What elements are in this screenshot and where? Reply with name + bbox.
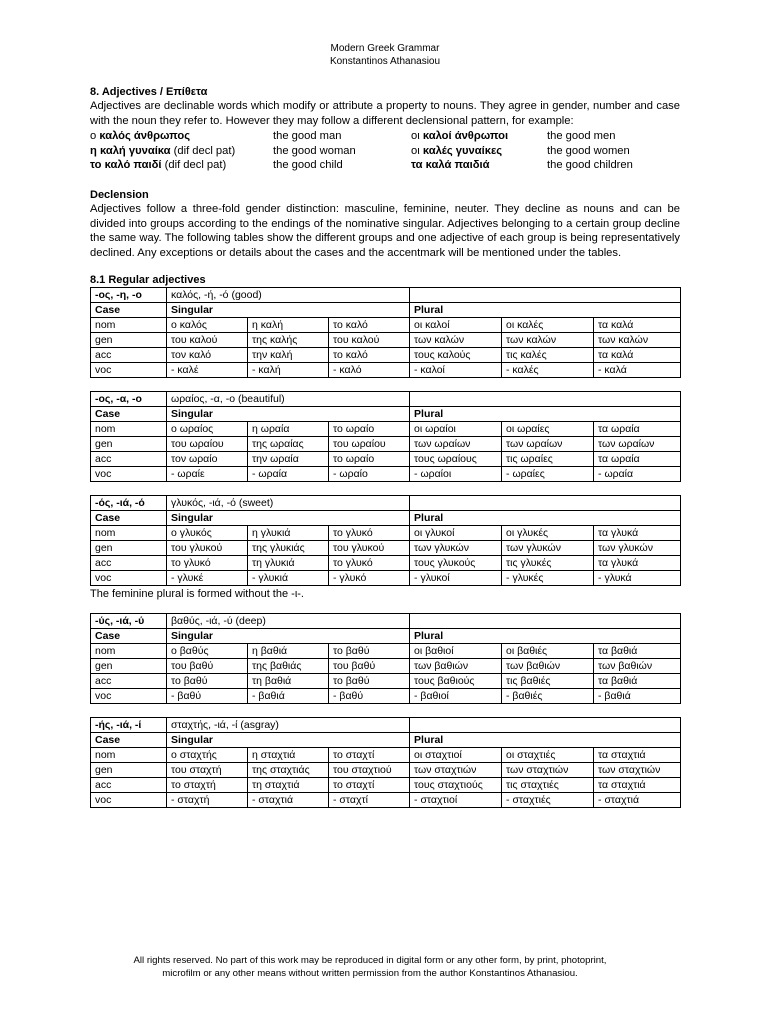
table-row: [91, 644, 681, 659]
form-cell: των σταχτιών: [594, 763, 681, 778]
form-cell: - σταχτιά: [594, 793, 681, 808]
form-cell: τον καλό: [167, 348, 248, 363]
form-cell: - καλά: [594, 363, 681, 378]
table-row: [91, 571, 681, 586]
form-cell: τα καλά: [594, 348, 681, 363]
case-header: Case: [91, 629, 167, 644]
form-cell: τη σταχτιά: [248, 778, 329, 793]
form-cell: - γλυκέ: [167, 571, 248, 586]
table-row: [91, 748, 681, 763]
form-cell: του καλού: [329, 333, 410, 348]
form-cell: οι βαθιές: [502, 644, 594, 659]
form-cell: ο σταχτής: [167, 748, 248, 763]
table-row: [91, 674, 681, 689]
declension-table: [90, 613, 681, 704]
form-cell: η βαθιά: [248, 644, 329, 659]
plural-header: Plural: [410, 303, 681, 318]
form-cell: - γλυκοί: [410, 571, 502, 586]
form-cell: τους ωραίους: [410, 452, 502, 467]
document-header: [90, 42, 680, 68]
form-cell: το γλυκό: [329, 526, 410, 541]
form-cell: του ωραίου: [167, 437, 248, 452]
copyright-footer: [90, 954, 650, 980]
form-cell: ο βαθύς: [167, 644, 248, 659]
form-cell: - σταχτιά: [248, 793, 329, 808]
case-header: Case: [91, 511, 167, 526]
table-row: [91, 659, 681, 674]
form-cell: της καλής: [248, 333, 329, 348]
example-pl: οι καλοί άνθρωποι: [411, 130, 509, 143]
form-cell: - καλή: [248, 363, 329, 378]
form-cell: τα γλυκά: [594, 556, 681, 571]
form-cell: ο καλός: [167, 318, 248, 333]
case-name-cell: voc: [91, 467, 167, 482]
case-name-cell: nom: [91, 748, 167, 763]
case-name-cell: nom: [91, 644, 167, 659]
form-cell: των βαθιών: [502, 659, 594, 674]
form-cell: οι σταχτιοί: [410, 748, 502, 763]
form-cell: του σταχτιού: [329, 763, 410, 778]
case-name-cell: gen: [91, 333, 167, 348]
form-cell: το γλυκό: [167, 556, 248, 571]
example-sg: το καλό παιδί (dif decl pat): [90, 159, 227, 172]
case-name-cell: nom: [91, 318, 167, 333]
form-cell: της γλυκιάς: [248, 541, 329, 556]
form-cell: το σταχτί: [329, 748, 410, 763]
table-ending: -ος, -α, -ο: [91, 392, 167, 407]
form-cell: την καλή: [248, 348, 329, 363]
declension-title: Declension: [90, 188, 149, 201]
declension-table: [90, 495, 681, 586]
table-row: [91, 541, 681, 556]
form-cell: - γλυκιά: [248, 571, 329, 586]
form-cell: το σταχτή: [167, 778, 248, 793]
form-cell: τη γλυκιά: [248, 556, 329, 571]
case-name-cell: gen: [91, 763, 167, 778]
form-cell: - καλέ: [167, 363, 248, 378]
case-name-cell: acc: [91, 674, 167, 689]
table-row: [91, 318, 681, 333]
table-row: [91, 467, 681, 482]
form-cell: το γλυκό: [329, 556, 410, 571]
table-ending: -ής, -ιά, -ί: [91, 718, 167, 733]
form-cell: το ωραίο: [329, 452, 410, 467]
case-name-cell: acc: [91, 452, 167, 467]
form-cell: του βαθύ: [167, 659, 248, 674]
form-cell: - βαθύ: [167, 689, 248, 704]
case-name-cell: gen: [91, 541, 167, 556]
form-cell: - ωραία: [248, 467, 329, 482]
form-cell: των καλών: [410, 333, 502, 348]
section-intro: Adjectives are declinable words which modify or attribute a property to nouns. They agree in gender, number and case with the noun they refer to. However they may follow a different declensional pattern, for example:: [90, 100, 680, 127]
table-row: [91, 689, 681, 704]
plural-header: Plural: [410, 629, 681, 644]
table-row: [91, 348, 681, 363]
form-cell: των καλών: [594, 333, 681, 348]
form-cell: οι σταχτιές: [502, 748, 594, 763]
example-sg: ο καλός άνθρωπος: [90, 130, 191, 143]
form-cell: - βαθύ: [329, 689, 410, 704]
header-author: Konstantinos Athanasiou: [329, 56, 441, 67]
form-cell: - σταχτή: [167, 793, 248, 808]
form-cell: - βαθιά: [248, 689, 329, 704]
table-blank-cell: [410, 614, 681, 629]
form-cell: οι γλυκές: [502, 526, 594, 541]
document-page: [90, 42, 680, 808]
form-cell: τους καλούς: [410, 348, 502, 363]
form-cell: του ωραίου: [329, 437, 410, 452]
form-cell: των βαθιών: [410, 659, 502, 674]
table-blank-cell: [410, 288, 681, 303]
form-cell: τους βαθιούς: [410, 674, 502, 689]
form-cell: οι ωραίες: [502, 422, 594, 437]
form-cell: τα γλυκά: [594, 526, 681, 541]
table-row: [91, 452, 681, 467]
form-cell: - ωραίο: [329, 467, 410, 482]
form-cell: - βαθιές: [502, 689, 594, 704]
table-row: [91, 437, 681, 452]
form-cell: - καλοί: [410, 363, 502, 378]
plural-header: Plural: [410, 733, 681, 748]
example-pl: οι καλές γυναίκες: [411, 144, 503, 157]
example-pl-translation: the good men: [547, 130, 616, 143]
form-cell: των σταχτιών: [410, 763, 502, 778]
form-cell: του βαθύ: [329, 659, 410, 674]
case-name-cell: acc: [91, 778, 167, 793]
form-cell: οι ωραίοι: [410, 422, 502, 437]
table-row: [91, 526, 681, 541]
form-cell: το ωραίο: [329, 422, 410, 437]
example-sg-translation: the good woman: [273, 144, 356, 157]
form-cell: τις σταχτιές: [502, 778, 594, 793]
form-cell: των γλυκών: [502, 541, 594, 556]
table-example-adjective: καλός, -ή, -ό (good): [167, 288, 410, 303]
singular-header: Singular: [167, 407, 410, 422]
form-cell: τους γλυκούς: [410, 556, 502, 571]
case-header: Case: [91, 733, 167, 748]
form-cell: των καλών: [502, 333, 594, 348]
form-cell: της σταχτιάς: [248, 763, 329, 778]
form-cell: της ωραίας: [248, 437, 329, 452]
header-title: Modern Greek Grammar: [330, 43, 440, 54]
table-blank-cell: [410, 718, 681, 733]
case-name-cell: voc: [91, 689, 167, 704]
form-cell: η καλή: [248, 318, 329, 333]
plural-header: Plural: [410, 407, 681, 422]
form-cell: οι καλοί: [410, 318, 502, 333]
form-cell: τον ωραίο: [167, 452, 248, 467]
form-cell: των ωραίων: [410, 437, 502, 452]
table-row: [91, 363, 681, 378]
example-sg-translation: the good man: [273, 130, 342, 143]
form-cell: οι καλές: [502, 318, 594, 333]
examples-grid: [90, 129, 680, 173]
form-cell: του σταχτή: [167, 763, 248, 778]
case-name-cell: gen: [91, 659, 167, 674]
form-cell: η σταχτιά: [248, 748, 329, 763]
form-cell: - γλυκά: [594, 571, 681, 586]
table-row: [91, 763, 681, 778]
form-cell: του γλυκού: [329, 541, 410, 556]
case-name-cell: voc: [91, 363, 167, 378]
case-name-cell: gen: [91, 437, 167, 452]
table-row: [91, 556, 681, 571]
form-cell: τις ωραίες: [502, 452, 594, 467]
form-cell: τα σταχτιά: [594, 778, 681, 793]
form-cell: της βαθιάς: [248, 659, 329, 674]
form-cell: η γλυκιά: [248, 526, 329, 541]
form-cell: το βαθύ: [167, 674, 248, 689]
form-cell: τις καλές: [502, 348, 594, 363]
case-name-cell: nom: [91, 422, 167, 437]
form-cell: των σταχτιών: [502, 763, 594, 778]
form-cell: ο γλυκός: [167, 526, 248, 541]
table-example-adjective: ωραίος, -α, -ο (beautiful): [167, 392, 410, 407]
form-cell: - γλυκές: [502, 571, 594, 586]
form-cell: τις βαθιές: [502, 674, 594, 689]
table-ending: -ύς, -ιά, -ύ: [91, 614, 167, 629]
example-pl: τα καλά παιδιά: [411, 159, 490, 172]
case-name-cell: voc: [91, 793, 167, 808]
form-cell: τους σταχτιούς: [410, 778, 502, 793]
form-cell: - καλές: [502, 363, 594, 378]
form-cell: τα καλά: [594, 318, 681, 333]
form-cell: τη βαθιά: [248, 674, 329, 689]
form-cell: τα ωραία: [594, 422, 681, 437]
plural-header: Plural: [410, 511, 681, 526]
table-example-adjective: γλυκός, -ιά, -ό (sweet): [167, 496, 410, 511]
table-row: [91, 422, 681, 437]
form-cell: των γλυκών: [410, 541, 502, 556]
case-header: Case: [91, 303, 167, 318]
form-cell: - βαθιοί: [410, 689, 502, 704]
regular-adjectives-title: 8.1 Regular adjectives: [90, 274, 206, 287]
table-row: [91, 793, 681, 808]
form-cell: - ωραίοι: [410, 467, 502, 482]
case-name-cell: acc: [91, 556, 167, 571]
case-name-cell: nom: [91, 526, 167, 541]
declension-table: [90, 391, 681, 482]
form-cell: το βαθύ: [329, 644, 410, 659]
form-cell: του καλού: [167, 333, 248, 348]
form-cell: των ωραίων: [594, 437, 681, 452]
declension-table: [90, 287, 681, 378]
footer-line-2: microfilm or any other means without written permission from the author Konstantinos Athanasiou.: [162, 968, 578, 979]
example-sg-translation: the good child: [273, 159, 343, 172]
form-cell: - σταχτί: [329, 793, 410, 808]
form-cell: των βαθιών: [594, 659, 681, 674]
case-name-cell: acc: [91, 348, 167, 363]
form-cell: ο ωραίος: [167, 422, 248, 437]
table-example-adjective: βαθύς, -ιά, -ύ (deep): [167, 614, 410, 629]
declension-text: Adjectives follow a three-fold gender distinction: masculine, feminine, neuter. They decline as nouns and can be divided into groups according to the endings of the nominative singular. Adjectives belonging to a certain group decline the same way. The following tables show the different groups and one adjective of each group is being representatively declined. Any exceptions or details about the cases and the accentmark will be mentioned under the tables.: [90, 202, 680, 259]
footer-line-1: All rights reserved. No part of this work may be reproduced in digital form or any other form, by print, photoprint,: [133, 955, 607, 966]
form-cell: το καλό: [329, 318, 410, 333]
form-cell: - ωραίες: [502, 467, 594, 482]
form-cell: η ωραία: [248, 422, 329, 437]
form-cell: των γλυκών: [594, 541, 681, 556]
declension-table: [90, 717, 681, 808]
form-cell: τα ωραία: [594, 452, 681, 467]
form-cell: - γλυκό: [329, 571, 410, 586]
singular-header: Singular: [167, 733, 410, 748]
form-cell: - σταχτιοί: [410, 793, 502, 808]
form-cell: τα σταχτιά: [594, 748, 681, 763]
table-row: [91, 333, 681, 348]
singular-header: Singular: [167, 511, 410, 526]
form-cell: - καλό: [329, 363, 410, 378]
form-cell: - σταχτιές: [502, 793, 594, 808]
form-cell: των ωραίων: [502, 437, 594, 452]
form-cell: - ωραία: [594, 467, 681, 482]
form-cell: την ωραία: [248, 452, 329, 467]
table-ending: -ος, -η, -ο: [91, 288, 167, 303]
table-note: The feminine plural is formed without the -ι-.: [90, 588, 304, 601]
table-blank-cell: [410, 392, 681, 407]
case-header: Case: [91, 407, 167, 422]
singular-header: Singular: [167, 629, 410, 644]
form-cell: τις γλυκές: [502, 556, 594, 571]
form-cell: τα βαθιά: [594, 644, 681, 659]
form-cell: οι βαθιοί: [410, 644, 502, 659]
table-row: [91, 778, 681, 793]
table-example-adjective: σταχτής, -ιά, -ί (asgray): [167, 718, 410, 733]
table-ending: -ός, -ιά, -ό: [91, 496, 167, 511]
form-cell: το βαθύ: [329, 674, 410, 689]
section-title: 8. Adjectives / Επίθετα: [90, 86, 208, 98]
example-pl-translation: the good children: [547, 159, 633, 172]
form-cell: τα βαθιά: [594, 674, 681, 689]
case-name-cell: voc: [91, 571, 167, 586]
example-pl-translation: the good women: [547, 144, 630, 157]
singular-header: Singular: [167, 303, 410, 318]
form-cell: το σταχτί: [329, 778, 410, 793]
form-cell: οι γλυκοί: [410, 526, 502, 541]
declension-tables: [90, 287, 680, 808]
example-sg: η καλή γυναίκα (dif decl pat): [90, 144, 236, 157]
form-cell: το καλό: [329, 348, 410, 363]
form-cell: - βαθιά: [594, 689, 681, 704]
form-cell: - ωραίε: [167, 467, 248, 482]
table-blank-cell: [410, 496, 681, 511]
form-cell: του γλυκού: [167, 541, 248, 556]
